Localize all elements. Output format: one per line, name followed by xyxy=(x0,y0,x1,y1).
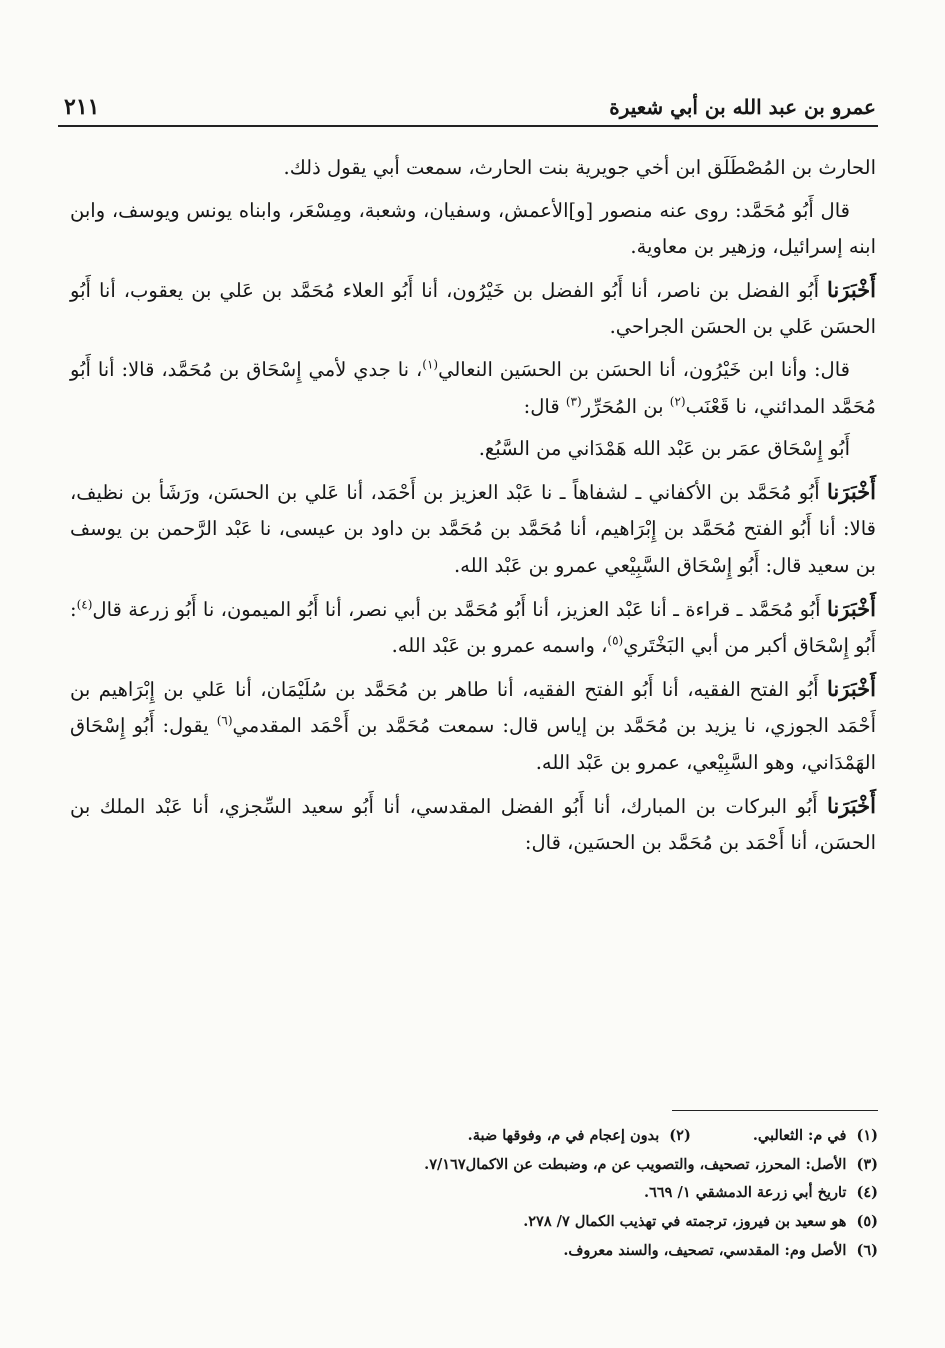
footnote-item xyxy=(563,1237,878,1266)
footnote-row xyxy=(150,1151,878,1180)
paragraph-text: أَبُو إِسْحَاق عمَر بن عَبْد الله هَمْدَاني من السَّبُع. xyxy=(478,437,850,461)
paragraph xyxy=(70,591,876,665)
footnote-row xyxy=(150,1237,878,1266)
footnote-row xyxy=(150,1122,878,1151)
footnote-text: الأصل وم: المقدسي، تصحيف، والسند معروف. xyxy=(563,1241,847,1259)
footnote-text: في م: الثعالبي. xyxy=(752,1127,847,1144)
footnote-item xyxy=(644,1179,878,1208)
paragraph-text: أَبُو الفتح الفقيه، أنا أَبُو الفتح الفقيه، أنا طاهر بن مُحَمَّد بن سُلَيْمَان، أنا عَلي بن إِبْرَاهيم بن أَحْمَد الجوزي، نا يزيد بن مُحَمَّد بن إياس قال: سمعت مُحَمَّد بن أَحْمَد المقدمي xyxy=(70,677,876,738)
main-text xyxy=(70,150,876,868)
footnote-reference: (٢) xyxy=(669,394,686,409)
footnote-row xyxy=(150,1179,878,1208)
footnote-reference: (٦) xyxy=(216,713,233,728)
footnote-number: (٣) xyxy=(856,1155,878,1173)
paragraph xyxy=(70,431,876,468)
paragraph xyxy=(70,788,876,862)
footnote-text: الأصل: المحرز، تصحيف، والتصويب عن م، وضبطت عن الاكمال٧/١٦٧. xyxy=(424,1155,847,1173)
footnote-rule xyxy=(672,1110,878,1111)
paragraph-text: أَبُو الفضل بن ناصر، أنا أَبُو الفضل بن خَيْرُون، أنا أَبُو العلاء مُحَمَّد بن عَلي بن يعقوب، أنا أَبُو الحسَن عَلي بن الحسَن الجراحي. xyxy=(70,278,876,339)
paragraph-text: يقول: أَبُو إِسْحَاق الهَمْدَاني، وهو السَّبِيْعي، عمرو بن عَبْد الله. xyxy=(70,714,876,774)
header-rule xyxy=(58,125,878,127)
footnote-reference: (٣) xyxy=(565,394,582,409)
paragraph xyxy=(70,474,876,585)
footnote-item xyxy=(424,1151,878,1180)
paragraph xyxy=(70,193,876,266)
paragraph-text: أَبُو مُحَمَّد ـ قراءة ـ أنا عَبْد العزيز، أنا أَبُو مُحَمَّد بن أبي نصر، أنا أَبُو الميمون، نا أَبُو زرعة قال xyxy=(92,597,828,621)
paragraph-text: ، واسمه عمرو بن عَبْد الله. xyxy=(391,634,608,658)
paragraph-text: أَبُو مُحَمَّد بن الأكفاني ـ لشفاهاً ـ نا عَبْد العزيز بن أَحْمَد، أنا عَلي بن الحسَن، ورَشَأ بن نظيف، قالا: أنا أَبُو الفتح مُحَمَّد بن إِبْرَاهيم، أنا مُحَمَّد بن مُحَمَّد بن داود بن عيسى، نا عَبْد الرَّحمن بن يوسف بن سعيد قال: أَبُو إِسْحَاق السَّبِيْعي عمرو بن عَبْد الله. xyxy=(70,480,876,577)
footnote-number: (٤) xyxy=(856,1184,878,1202)
page-number: ٢١١ xyxy=(64,94,100,120)
akhbarana-keyword: أَخْبَرَنا xyxy=(827,595,876,621)
footnote-text: تاريخ أبي زرعة الدمشقي ١/ ٦٦٩. xyxy=(644,1184,847,1202)
akhbarana-keyword: أَخْبَرَنا xyxy=(827,675,876,701)
footnote-reference: (١) xyxy=(422,357,439,372)
paragraph xyxy=(70,352,876,425)
akhbarana-keyword: أَخْبَرَنا xyxy=(827,276,876,302)
paragraph-text: : أَبُو إِسْحَاق أكبر من أبي البَخْتَري xyxy=(70,597,876,658)
paragraph-text: قال: xyxy=(523,394,566,418)
running-title: عمرو بن عبد الله بن أبي شعيرة xyxy=(609,95,876,119)
paragraph xyxy=(70,272,876,346)
paragraph-text: الحارث بن المُصْطَلَق ابن أخي جويرية بنت الحارث، سمعت أبي يقول ذلك. xyxy=(283,156,876,179)
paragraph-text: أَبُو البركات بن المبارك، أنا أَبُو الفضل المقدسي، أنا أَبُو سعيد السِّجزي، أنا عَبْد الملك بن الحسَن، أنا أَحْمَد بن مُحَمَّد بن الحسَين، قال: xyxy=(70,794,876,855)
page-header xyxy=(64,90,876,124)
paragraph xyxy=(70,150,876,187)
paragraph-text: قال أَبُو مُحَمَّد: روى عنه منصور [و]الأعمش، وسفيان، وشعبة، ومِسْعَر، وابناه يونس ويوسف، وابن ابنه إسرائيل، وزهير بن معاوية. xyxy=(70,198,876,259)
footnote-number: (٢) xyxy=(669,1127,691,1144)
akhbarana-keyword: أَخْبَرَنا xyxy=(827,478,876,504)
footnote-item xyxy=(468,1122,691,1151)
footnote-text: بدون إعجام في م، وفوقها ضبة. xyxy=(467,1127,660,1144)
footnote-row xyxy=(150,1208,878,1237)
footnotes xyxy=(150,1122,878,1266)
footnote-number: (١) xyxy=(856,1127,878,1144)
paragraph xyxy=(70,671,876,782)
akhbarana-keyword: أَخْبَرَنا xyxy=(827,792,876,818)
footnote-number: (٦) xyxy=(856,1241,878,1259)
paragraph-text: بن المُحَرِّر xyxy=(581,394,670,418)
footnote-number: (٥) xyxy=(856,1213,878,1231)
footnote-item xyxy=(753,1122,878,1151)
paragraph-text: قال: وأنا ابن خَيْرُون، أنا الحسَن بن الحسَين النعالي xyxy=(438,357,850,381)
paragraph-text: ، نا جدي لأمي إِسْحَاق بن مُحَمَّد، قالا: أنا أَبُو مُحَمَّد المدائني، نا قَعْنَب xyxy=(70,357,876,418)
footnote-text: هو سعيد بن فيروز، ترجمته في تهذيب الكمال ٧/ ٢٧٨. xyxy=(523,1213,847,1231)
footnote-reference: (٥) xyxy=(607,633,624,648)
footnote-item xyxy=(523,1208,878,1237)
footnote-reference: (٤) xyxy=(76,597,93,612)
